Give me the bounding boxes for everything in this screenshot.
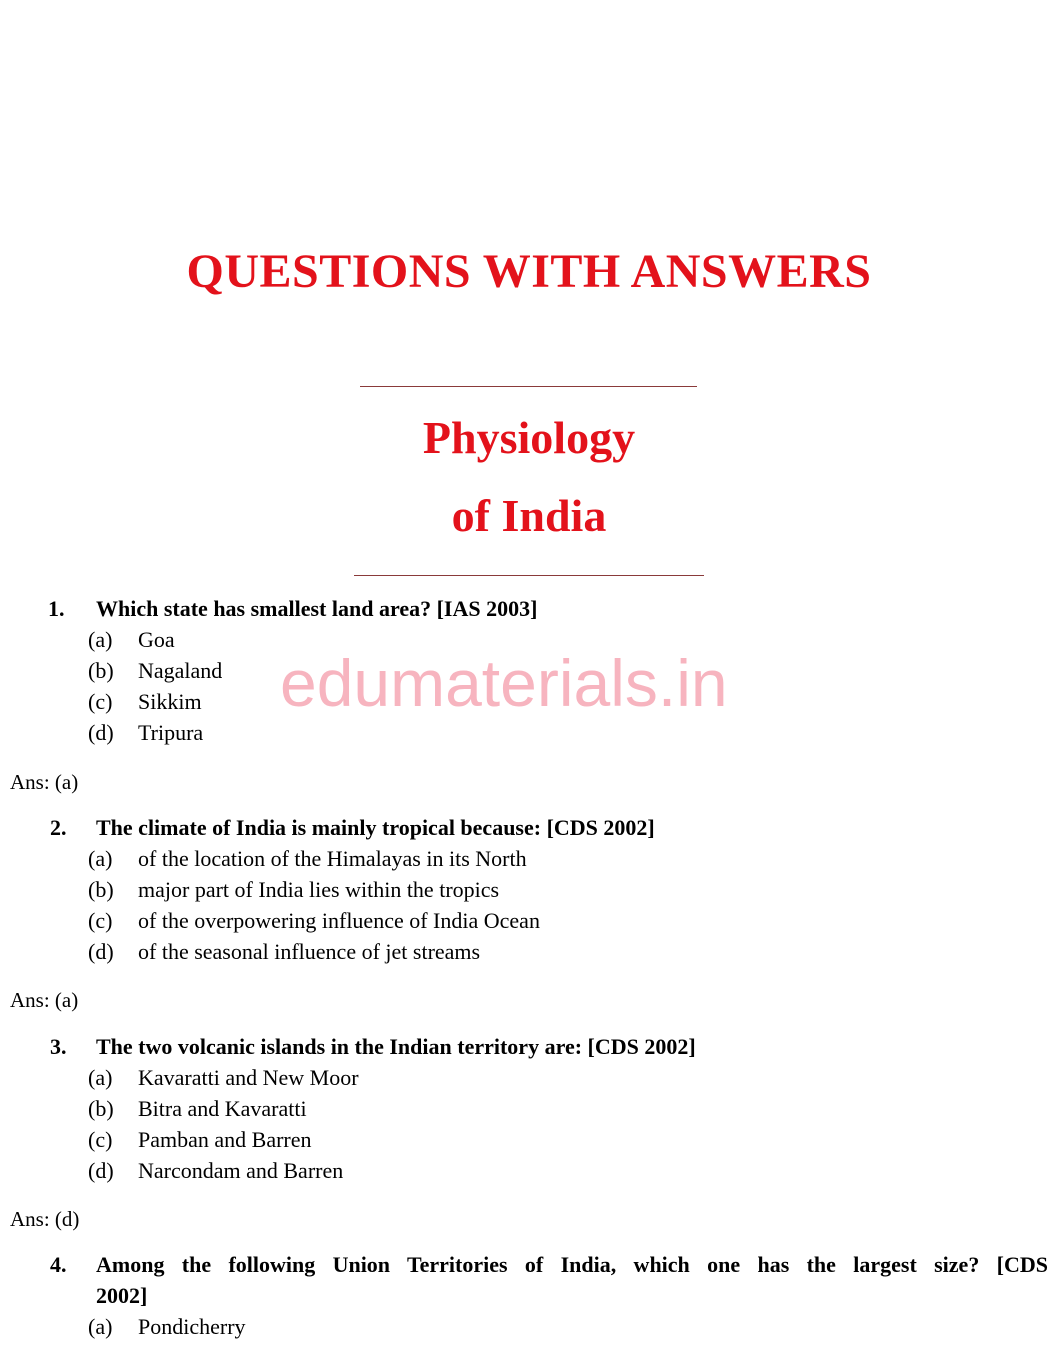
- question-number: 3.: [50, 1034, 67, 1059]
- top-divider: [360, 386, 697, 387]
- answer: Ans: (d): [10, 1207, 80, 1231]
- option-label: (a): [88, 627, 113, 652]
- option-label: (a): [88, 1314, 113, 1339]
- option-a: [88, 625, 175, 655]
- option-d: [88, 937, 480, 967]
- question-number: 4.: [50, 1252, 67, 1277]
- option-label: (a): [88, 1065, 113, 1090]
- option-label: (a): [88, 846, 113, 871]
- option-c: [88, 687, 202, 717]
- option-text: Pondicherry: [138, 1314, 246, 1339]
- option-a: [88, 1063, 359, 1093]
- option-text: of the location of the Himalayas in its North: [138, 846, 527, 871]
- option-label: (b): [88, 658, 114, 683]
- option-b: [88, 656, 222, 686]
- option-label: (d): [88, 1158, 114, 1183]
- option-a: [88, 1312, 246, 1342]
- section-title-line2: of India: [451, 490, 607, 541]
- option-d: [88, 718, 203, 748]
- option-text: Pamban and Barren: [138, 1127, 312, 1152]
- page-title: QUESTIONS WITH ANSWERS: [186, 245, 872, 298]
- option-text: Tripura: [138, 720, 204, 745]
- option-text: Bitra and Kavaratti: [138, 1096, 307, 1121]
- option-c: [88, 1125, 312, 1155]
- option-label: (d): [88, 720, 114, 745]
- option-text: of the seasonal influence of jet streams: [138, 939, 481, 964]
- option-text: Kavaratti and New Moor: [138, 1065, 359, 1090]
- option-b: [88, 1094, 307, 1124]
- option-text: Narcondam and Barren: [138, 1158, 344, 1183]
- question-number: 2.: [50, 815, 67, 840]
- option-b: [88, 875, 499, 905]
- option-label: (c): [88, 1127, 113, 1152]
- option-label: (c): [88, 689, 113, 714]
- section-title-line1: Physiology: [422, 412, 636, 463]
- question-text: The climate of India is mainly tropical because: [CDS 2002]: [96, 815, 655, 840]
- option-text: Nagaland: [138, 658, 223, 683]
- option-c: [88, 906, 540, 936]
- option-text: major part of India lies within the tropics: [138, 877, 500, 902]
- question-number: 1.: [48, 596, 65, 621]
- question-text-line2: 2002]: [96, 1283, 148, 1308]
- answer: Ans: (a): [10, 770, 79, 794]
- answer: Ans: (a): [10, 988, 79, 1012]
- option-label: (c): [88, 908, 113, 933]
- option-label: (b): [88, 1096, 114, 1121]
- bottom-divider: [354, 575, 704, 576]
- option-label: (b): [88, 877, 114, 902]
- option-label: (d): [88, 939, 114, 964]
- option-text: Goa: [138, 627, 175, 652]
- watermark: edumaterials.in: [280, 646, 728, 720]
- question-text-line1: Among the following Union Territories of India, which one has the largest size? [CDS: [96, 1252, 1048, 1277]
- option-text: Sikkim: [138, 689, 202, 714]
- option-text: of the overpowering influence of India Ocean: [138, 908, 540, 933]
- question-text: Which state has smallest land area? [IAS 2003]: [96, 596, 538, 621]
- option-a: [88, 844, 527, 874]
- question-text: The two volcanic islands in the Indian territory are: [CDS 2002]: [96, 1034, 696, 1059]
- option-d: [88, 1156, 343, 1186]
